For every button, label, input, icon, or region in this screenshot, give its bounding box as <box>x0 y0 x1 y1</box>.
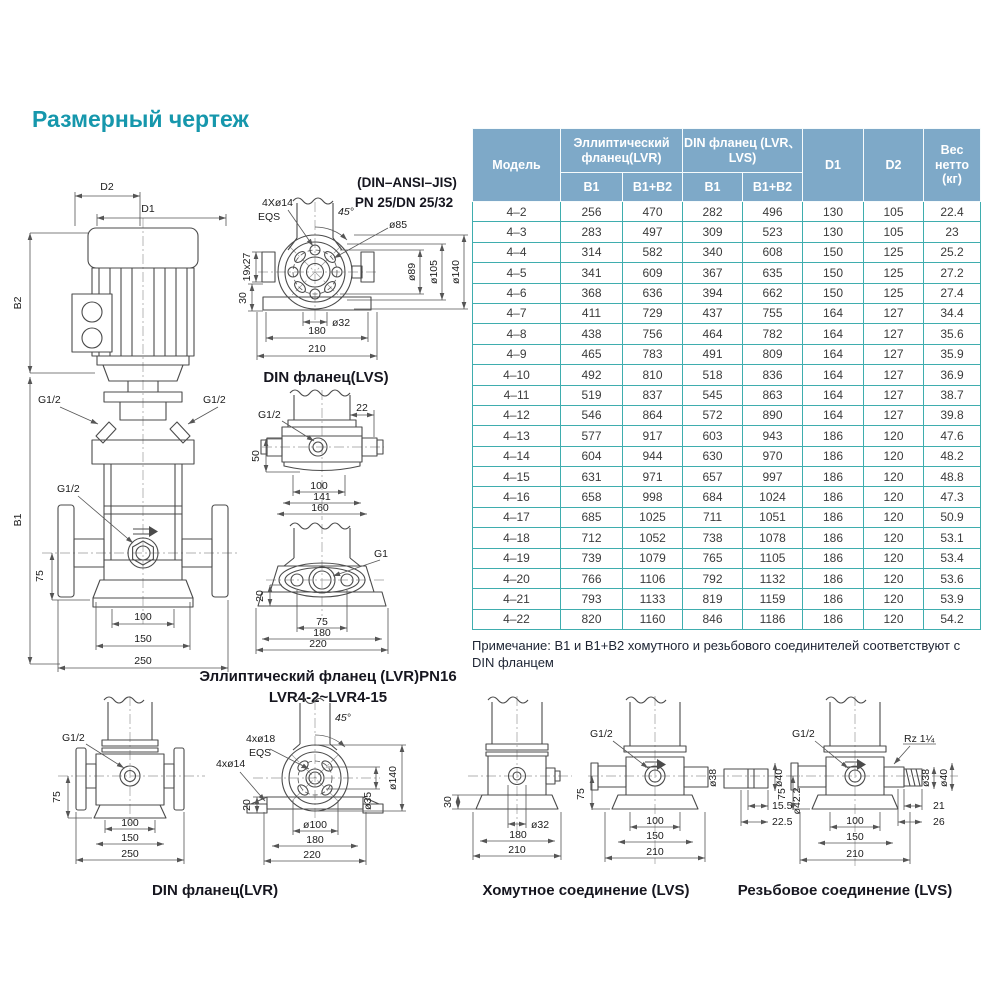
dim-label-220: 220 <box>303 849 321 861</box>
thread-drawing <box>738 696 958 899</box>
caption-clamp: Хомутное соединение (LVS) <box>482 882 690 899</box>
value-cell: 756 <box>623 324 683 344</box>
dim-label-20: 20 <box>254 590 266 602</box>
dim-label-d105: ø105 <box>428 260 440 284</box>
port-label-g12: G1/2 <box>590 728 613 740</box>
angle-label: 45° <box>338 206 354 218</box>
col-header-elliptic-flange: Эллиптический фланец(LVR) <box>561 129 683 173</box>
value-cell: 971 <box>623 467 683 487</box>
value-cell: 657 <box>683 467 743 487</box>
value-cell: 810 <box>623 365 683 385</box>
lvs-flange-drawing <box>237 175 468 386</box>
model-cell: 4–3 <box>473 222 561 242</box>
dim-label-150: 150 <box>121 832 139 844</box>
value-cell: 164 <box>803 385 864 405</box>
col-subheader-b1-din: B1 <box>683 173 743 202</box>
col-subheader-b1b2-elliptic: B1+B2 <box>623 173 683 202</box>
table-header <box>473 129 981 202</box>
value-cell: 164 <box>803 324 864 344</box>
model-cell: 4–18 <box>473 528 561 548</box>
main-pump-drawing <box>12 181 238 672</box>
value-cell: 1132 <box>743 569 803 589</box>
bolt-holes-14-label: 4xø14 <box>216 758 246 770</box>
value-cell: 125 <box>864 242 924 262</box>
value-cell: 47.3 <box>924 487 981 507</box>
value-cell: 127 <box>864 365 924 385</box>
model-cell: 4–16 <box>473 487 561 507</box>
value-cell: 577 <box>561 426 623 446</box>
value-cell: 309 <box>683 222 743 242</box>
value-cell: 411 <box>561 303 623 323</box>
value-cell: 186 <box>803 528 864 548</box>
dim-label-75: 75 <box>51 791 63 803</box>
value-cell: 662 <box>743 283 803 303</box>
value-cell: 150 <box>803 242 864 262</box>
dim-label-100: 100 <box>310 480 328 492</box>
model-cell: 4–21 <box>473 589 561 609</box>
value-cell: 282 <box>683 202 743 222</box>
dim-label-150: 150 <box>134 633 152 645</box>
value-cell: 367 <box>683 263 743 283</box>
value-cell: 34.4 <box>924 303 981 323</box>
value-cell: 837 <box>623 385 683 405</box>
col-header-d1: D1 <box>803 129 864 202</box>
lvr-front-drawing <box>51 696 205 864</box>
dim-label-d35: ø35 <box>362 791 374 811</box>
value-cell: 496 <box>743 202 803 222</box>
dim-label-22-5: 22.5 <box>772 816 793 828</box>
value-cell: 729 <box>623 303 683 323</box>
value-cell: 1078 <box>743 528 803 548</box>
pn-label: PN 25/DN 25/32 <box>354 195 454 210</box>
model-cell: 4–10 <box>473 365 561 385</box>
value-cell: 684 <box>683 487 743 507</box>
table-row <box>473 365 981 385</box>
dim-label-21: 21 <box>933 800 945 812</box>
value-cell: 314 <box>561 242 623 262</box>
value-cell: 130 <box>803 222 864 242</box>
dimension-table-container <box>472 128 980 630</box>
value-cell: 127 <box>864 303 924 323</box>
value-cell: 739 <box>561 548 623 568</box>
value-cell: 890 <box>743 405 803 425</box>
value-cell: 186 <box>803 589 864 609</box>
model-cell: 4–19 <box>473 548 561 568</box>
caption-lvs-flange: DIN фланец(LVS) <box>263 369 389 386</box>
value-cell: 438 <box>561 324 623 344</box>
table-row <box>473 528 981 548</box>
value-cell: 164 <box>803 365 864 385</box>
dim-label-141: 141 <box>313 491 331 503</box>
value-cell: 863 <box>743 385 803 405</box>
value-cell: 1025 <box>623 507 683 527</box>
value-cell: 125 <box>864 283 924 303</box>
value-cell: 120 <box>864 569 924 589</box>
port-label-g1: G1 <box>374 548 389 560</box>
value-cell: 1024 <box>743 487 803 507</box>
value-cell: 491 <box>683 344 743 364</box>
page-title: Размерный чертеж <box>32 106 249 132</box>
dim-label-75: 75 <box>316 616 328 628</box>
dim-label-180: 180 <box>308 325 326 337</box>
dim-label-75: 75 <box>34 570 46 582</box>
value-cell: 998 <box>623 487 683 507</box>
dim-label-75: 75 <box>776 788 788 800</box>
table-body <box>473 202 981 630</box>
value-cell: 283 <box>561 222 623 242</box>
value-cell: 127 <box>864 324 924 344</box>
port-label-g12-left: G1/2 <box>38 394 61 406</box>
value-cell: 22.4 <box>924 202 981 222</box>
dim-label-50: 50 <box>250 450 262 462</box>
value-cell: 186 <box>803 569 864 589</box>
value-cell: 127 <box>864 344 924 364</box>
dim-label-210: 210 <box>646 846 664 858</box>
model-cell: 4–20 <box>473 569 561 589</box>
value-cell: 125 <box>864 263 924 283</box>
port-label-g12-drain: G1/2 <box>57 483 80 495</box>
value-cell: 25.2 <box>924 242 981 262</box>
value-cell: 658 <box>561 487 623 507</box>
value-cell: 792 <box>683 569 743 589</box>
value-cell: 105 <box>864 222 924 242</box>
dim-label-30: 30 <box>442 796 454 808</box>
value-cell: 164 <box>803 344 864 364</box>
dim-label-d38: ø38 <box>707 768 719 788</box>
dim-label-d40: ø40 <box>773 768 785 788</box>
dimension-table <box>472 128 981 630</box>
model-cell: 4–2 <box>473 202 561 222</box>
model-cell: 4–12 <box>473 405 561 425</box>
value-cell: 27.4 <box>924 283 981 303</box>
table-row <box>473 405 981 425</box>
value-cell: 164 <box>803 405 864 425</box>
value-cell: 793 <box>561 589 623 609</box>
dim-label-160: 160 <box>311 502 329 514</box>
value-cell: 48.8 <box>924 467 981 487</box>
value-cell: 120 <box>864 589 924 609</box>
bolt-holes-label: 4Xø14 <box>262 197 293 209</box>
model-cell: 4–5 <box>473 263 561 283</box>
dim-label-d40: ø40 <box>938 768 950 788</box>
dim-label-210: 210 <box>846 848 864 860</box>
value-cell: 35.6 <box>924 324 981 344</box>
clamp-b-drawing <box>482 696 803 899</box>
eqs-label: EQS <box>258 211 281 223</box>
dim-label-d85: ø85 <box>389 219 408 231</box>
table-row <box>473 446 981 466</box>
port-label-g12: G1/2 <box>792 728 815 740</box>
table-row <box>473 426 981 446</box>
port-label-g12-right: G1/2 <box>203 394 226 406</box>
clamp-a-drawing <box>442 696 572 860</box>
port-label-g12: G1/2 <box>62 732 85 744</box>
table-row <box>473 569 981 589</box>
value-cell: 1159 <box>743 589 803 609</box>
col-subheader-b1-elliptic: B1 <box>561 173 623 202</box>
dim-label-d89: ø89 <box>406 262 418 282</box>
table-row <box>473 548 981 568</box>
table-note: Примечание: В1 и В1+В2 хомутного и резьбового соединителей соответствуют с DIN фланцем <box>472 638 961 671</box>
dim-label-b1: B1 <box>12 513 24 527</box>
value-cell: 523 <box>743 222 803 242</box>
dim-label-b2: B2 <box>12 296 24 310</box>
value-cell: 150 <box>803 283 864 303</box>
value-cell: 368 <box>561 283 623 303</box>
dim-label-d38: ø38 <box>920 768 932 788</box>
model-cell: 4–17 <box>473 507 561 527</box>
value-cell: 518 <box>683 365 743 385</box>
dim-label-220: 220 <box>309 638 327 650</box>
clamp-mid-drawing <box>250 390 384 520</box>
value-cell: 150 <box>803 263 864 283</box>
value-cell: 604 <box>561 446 623 466</box>
table-row <box>473 385 981 405</box>
table-row <box>473 507 981 527</box>
value-cell: 186 <box>803 548 864 568</box>
value-cell: 766 <box>561 569 623 589</box>
value-cell: 572 <box>683 405 743 425</box>
value-cell: 997 <box>743 467 803 487</box>
dim-label-slot: 19x27 <box>241 252 253 282</box>
value-cell: 186 <box>803 609 864 629</box>
value-cell: 917 <box>623 426 683 446</box>
value-cell: 53.6 <box>924 569 981 589</box>
caption-thread: Резьбовое соединение (LVS) <box>737 882 953 899</box>
model-cell: 4–6 <box>473 283 561 303</box>
dim-label-100: 100 <box>134 611 152 623</box>
thread-size-label: Rz 1¼ <box>904 733 935 745</box>
dim-label-150: 150 <box>846 831 864 843</box>
value-cell: 437 <box>683 303 743 323</box>
value-cell: 120 <box>864 487 924 507</box>
bolt-holes-18-label: 4xø18 <box>246 733 276 745</box>
value-cell: 711 <box>683 507 743 527</box>
value-cell: 943 <box>743 426 803 446</box>
model-cell: 4–15 <box>473 467 561 487</box>
value-cell: 105 <box>864 202 924 222</box>
angle-label: 45° <box>335 712 351 724</box>
value-cell: 630 <box>683 446 743 466</box>
value-cell: 765 <box>683 548 743 568</box>
value-cell: 738 <box>683 528 743 548</box>
value-cell: 546 <box>561 405 623 425</box>
value-cell: 820 <box>561 609 623 629</box>
value-cell: 23 <box>924 222 981 242</box>
value-cell: 120 <box>864 446 924 466</box>
value-cell: 394 <box>683 283 743 303</box>
value-cell: 27.2 <box>924 263 981 283</box>
model-cell: 4–8 <box>473 324 561 344</box>
table-row <box>473 344 981 364</box>
value-cell: 36.9 <box>924 365 981 385</box>
value-cell: 636 <box>623 283 683 303</box>
elliptic-flange-drawing <box>199 523 456 706</box>
dim-label-d1: D1 <box>141 203 155 215</box>
table-row <box>473 589 981 609</box>
value-cell: 492 <box>561 365 623 385</box>
value-cell: 186 <box>803 507 864 527</box>
value-cell: 35.9 <box>924 344 981 364</box>
standard-label: (DIN–ANSI–JIS) <box>357 175 457 190</box>
col-header-d2: D2 <box>864 129 924 202</box>
terminal-box <box>72 294 112 352</box>
suction-flange <box>58 505 74 597</box>
flow-arrow <box>149 526 158 537</box>
dim-label-d32: ø32 <box>332 317 351 329</box>
value-cell: 608 <box>743 242 803 262</box>
model-cell: 4–9 <box>473 344 561 364</box>
col-header-weight: Вес нетто (кг) <box>924 129 981 202</box>
value-cell: 1105 <box>743 548 803 568</box>
dim-label-100: 100 <box>121 817 139 829</box>
value-cell: 120 <box>864 507 924 527</box>
value-cell: 50.9 <box>924 507 981 527</box>
dim-label-100: 100 <box>846 815 864 827</box>
value-cell: 186 <box>803 426 864 446</box>
value-cell: 186 <box>803 487 864 507</box>
value-cell: 186 <box>803 467 864 487</box>
dim-label-100: 100 <box>646 815 664 827</box>
table-row <box>473 242 981 262</box>
value-cell: 465 <box>561 344 623 364</box>
model-cell: 4–14 <box>473 446 561 466</box>
value-cell: 120 <box>864 609 924 629</box>
table-row <box>473 609 981 629</box>
table-row <box>473 324 981 344</box>
value-cell: 39.8 <box>924 405 981 425</box>
value-cell: 54.2 <box>924 609 981 629</box>
value-cell: 127 <box>864 405 924 425</box>
value-cell: 635 <box>743 263 803 283</box>
value-cell: 47.6 <box>924 426 981 446</box>
dim-label-180: 180 <box>313 627 331 639</box>
dim-label-d140: ø140 <box>387 766 399 790</box>
model-cell: 4–13 <box>473 426 561 446</box>
value-cell: 464 <box>683 324 743 344</box>
lvr-flange-drawing <box>152 699 406 900</box>
dim-label-250: 250 <box>121 848 139 860</box>
value-cell: 783 <box>623 344 683 364</box>
value-cell: 864 <box>623 405 683 425</box>
dim-label-150: 150 <box>646 830 664 842</box>
value-cell: 1052 <box>623 528 683 548</box>
value-cell: 340 <box>683 242 743 262</box>
value-cell: 603 <box>683 426 743 446</box>
value-cell: 53.9 <box>924 589 981 609</box>
value-cell: 120 <box>864 426 924 446</box>
table-row <box>473 222 981 242</box>
value-cell: 782 <box>743 324 803 344</box>
value-cell: 1079 <box>623 548 683 568</box>
value-cell: 48.2 <box>924 446 981 466</box>
caption-elliptic-line1: Эллиптический фланец (LVR)PN16 <box>199 668 457 685</box>
table-row <box>473 283 981 303</box>
value-cell: 944 <box>623 446 683 466</box>
value-cell: 755 <box>743 303 803 323</box>
model-cell: 4–11 <box>473 385 561 405</box>
value-cell: 1051 <box>743 507 803 527</box>
table-row <box>473 467 981 487</box>
value-cell: 186 <box>803 446 864 466</box>
value-cell: 631 <box>561 467 623 487</box>
value-cell: 809 <box>743 344 803 364</box>
dim-label-15-5: 15.5 <box>772 800 793 812</box>
value-cell: 120 <box>864 528 924 548</box>
value-cell: 164 <box>803 303 864 323</box>
dim-label-d2: D2 <box>100 181 114 193</box>
value-cell: 1106 <box>623 569 683 589</box>
value-cell: 970 <box>743 446 803 466</box>
value-cell: 582 <box>623 242 683 262</box>
dim-label-d100: ø100 <box>303 819 327 831</box>
value-cell: 120 <box>864 548 924 568</box>
dim-label-210: 210 <box>508 844 526 856</box>
dim-label-75: 75 <box>575 788 587 800</box>
dim-label-180: 180 <box>306 834 324 846</box>
table-row <box>473 202 981 222</box>
value-cell: 120 <box>864 467 924 487</box>
dim-label-20: 20 <box>241 799 253 811</box>
table-row <box>473 303 981 323</box>
col-subheader-b1b2-din: B1+B2 <box>743 173 803 202</box>
value-cell: 819 <box>683 589 743 609</box>
dim-label-180: 180 <box>509 829 527 841</box>
table-row <box>473 263 981 283</box>
value-cell: 1186 <box>743 609 803 629</box>
value-cell: 127 <box>864 385 924 405</box>
value-cell: 846 <box>683 609 743 629</box>
value-cell: 53.4 <box>924 548 981 568</box>
model-cell: 4–4 <box>473 242 561 262</box>
model-cell: 4–22 <box>473 609 561 629</box>
value-cell: 256 <box>561 202 623 222</box>
value-cell: 53.1 <box>924 528 981 548</box>
value-cell: 497 <box>623 222 683 242</box>
dim-label-d32: ø32 <box>531 819 550 831</box>
discharge-flange <box>212 505 228 597</box>
value-cell: 341 <box>561 263 623 283</box>
value-cell: 38.7 <box>924 385 981 405</box>
port-label-g12: G1/2 <box>258 409 281 421</box>
value-cell: 470 <box>623 202 683 222</box>
caption-lvr-flange: DIN фланец(LVR) <box>151 882 279 899</box>
col-header-din-flange: DIN фланец (LVR、LVS) <box>683 129 803 173</box>
value-cell: 685 <box>561 507 623 527</box>
value-cell: 609 <box>623 263 683 283</box>
dim-label-210: 210 <box>308 343 326 355</box>
value-cell: 836 <box>743 365 803 385</box>
dim-label-30: 30 <box>237 292 249 304</box>
col-header-model: Модель <box>473 129 561 202</box>
dim-label-250: 250 <box>134 655 152 667</box>
dim-label-26: 26 <box>933 816 945 828</box>
caption-elliptic-line2: LVR4-2~LVR4-15 <box>268 689 388 706</box>
dim-label-d140: ø140 <box>450 260 462 284</box>
dim-label-d42: ø42.2 <box>791 787 803 815</box>
value-cell: 712 <box>561 528 623 548</box>
value-cell: 130 <box>803 202 864 222</box>
table-row <box>473 487 981 507</box>
value-cell: 1133 <box>623 589 683 609</box>
eqs-label: EQS <box>249 747 272 759</box>
model-cell: 4–7 <box>473 303 561 323</box>
value-cell: 545 <box>683 385 743 405</box>
value-cell: 519 <box>561 385 623 405</box>
value-cell: 1160 <box>623 609 683 629</box>
dim-label-22: 22 <box>356 402 368 414</box>
